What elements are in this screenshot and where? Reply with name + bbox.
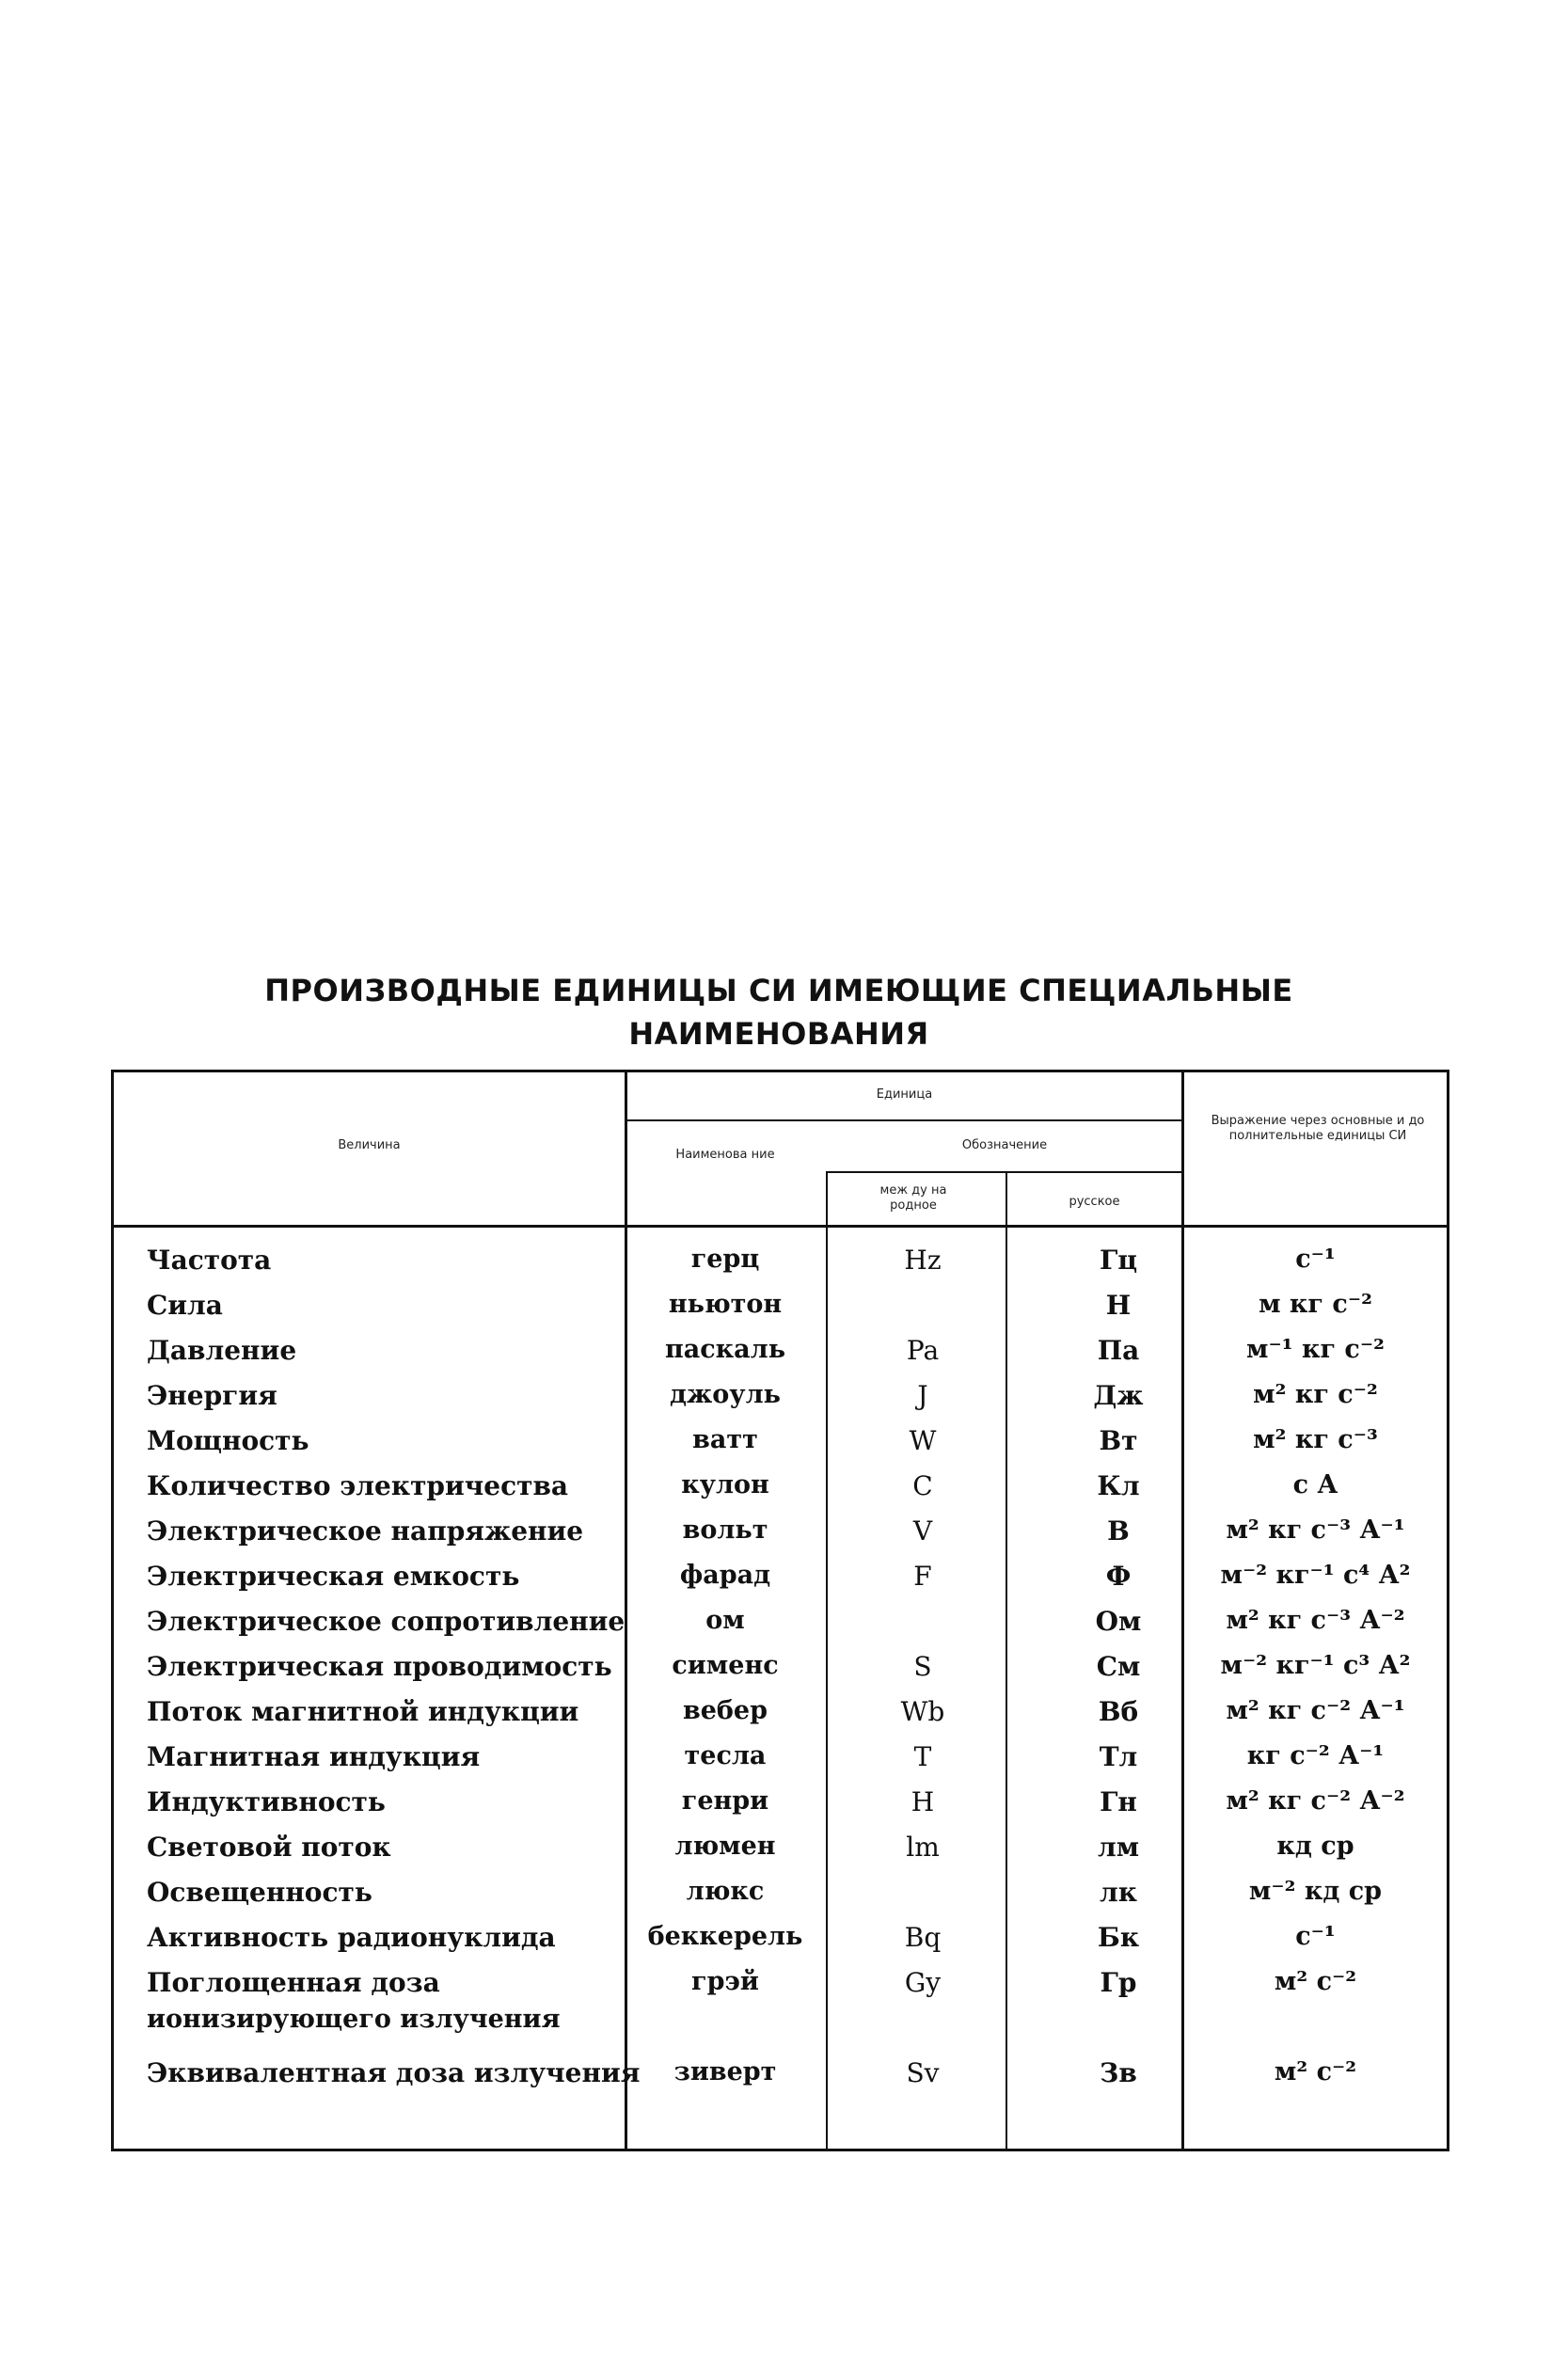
col-divider-2 <box>826 1171 828 2149</box>
intl-symbol: lm <box>906 1832 940 1863</box>
unit-name: грэй <box>691 1967 759 1996</box>
ru-symbol: Ом <box>1095 1606 1142 1637</box>
si-expression: м⁻² кг⁻¹ с³ А² <box>1220 1651 1411 1680</box>
unit-name: генри <box>681 1786 769 1816</box>
header-bottom-rule <box>114 1225 1447 1228</box>
quantity-name: Давление <box>147 1335 297 1366</box>
header-international: меж ду на родное <box>879 1183 947 1213</box>
si-expression: м⁻¹ кг с⁻² <box>1246 1335 1385 1364</box>
intl-symbol: J <box>917 1380 928 1411</box>
unit-name: тесла <box>684 1741 767 1770</box>
si-expression: с⁻¹ <box>1295 1922 1336 1951</box>
ru-symbol: Гр <box>1100 1967 1137 1998</box>
intl-symbol: Hz <box>904 1245 942 1276</box>
si-expression: м кг с⁻² <box>1259 1290 1372 1319</box>
quantity-name: Электрическое сопротивление <box>147 1606 626 1637</box>
si-expression: м² с⁻² <box>1274 1967 1357 1996</box>
header-unit-name: Наименова ние <box>675 1148 775 1162</box>
quantity-name: Сила <box>147 1290 223 1321</box>
ru-symbol: Вб <box>1098 1696 1139 1727</box>
quantity-name: Световой поток <box>147 1832 391 1863</box>
unit-name: фарад <box>679 1561 771 1590</box>
quantity-name: Эквивалентная доза излучения <box>147 2057 641 2088</box>
header-quantity: Величина <box>338 1138 401 1152</box>
ru-symbol: Па <box>1097 1335 1140 1366</box>
intl-symbol: F <box>913 1561 932 1592</box>
ru-symbol: Дж <box>1093 1380 1144 1411</box>
si-expression: м² кг с⁻³ <box>1253 1425 1378 1454</box>
intl-symbol: Gy <box>904 1967 942 1998</box>
intl-symbol: S <box>913 1651 932 1682</box>
ru-symbol: Гц <box>1099 1245 1138 1276</box>
si-expression: кд ср <box>1276 1832 1354 1861</box>
quantity-name: Электрическое напряжение <box>147 1515 584 1547</box>
si-expression: м² с⁻² <box>1274 2057 1357 2086</box>
unit-name: вебер <box>682 1696 768 1725</box>
quantity-name: Активность радионуклида <box>147 1922 556 1953</box>
si-expression: с⁻¹ <box>1295 1245 1336 1274</box>
si-expression: м² кг с⁻³ А⁻¹ <box>1226 1515 1405 1545</box>
quantity-name: Частота <box>147 1245 272 1276</box>
si-expression: м² кг с⁻³ А⁻² <box>1226 1606 1405 1635</box>
intl-symbol: V <box>912 1515 933 1547</box>
ru-symbol: лк <box>1100 1877 1137 1908</box>
si-expression: м² кг с⁻² <box>1253 1380 1378 1409</box>
header-russian: русское <box>1069 1195 1120 1209</box>
intl-symbol: C <box>912 1470 933 1501</box>
quantity-name: Количество электричества <box>147 1470 569 1501</box>
quantity-name: Электрическая проводимость <box>147 1651 612 1682</box>
table-title <box>111 969 1447 1055</box>
ru-symbol: Зв <box>1100 2057 1137 2088</box>
si-expression: с А <box>1292 1470 1338 1499</box>
ru-symbol: Вт <box>1099 1425 1138 1456</box>
intl-symbol: T <box>913 1741 932 1772</box>
intl-symbol: Wb <box>900 1696 945 1727</box>
si-expression: кг с⁻² А⁻¹ <box>1246 1741 1385 1770</box>
units-table <box>111 1070 1449 2151</box>
quantity-name: Магнитная индукция <box>147 1741 481 1772</box>
quantity-name: Поток магнитной индукции <box>147 1696 579 1727</box>
title-line-2: НАИМЕНОВАНИЯ <box>628 1016 929 1052</box>
intl-symbol: Bq <box>904 1922 942 1953</box>
unit-name: вольт <box>682 1515 768 1545</box>
unit-name: зиверт <box>673 2057 777 2086</box>
ru-symbol: Кл <box>1097 1470 1140 1501</box>
header-expression: Выражение через основные и до полнительные единицы СИ <box>1211 1114 1425 1143</box>
header-designation: Обозначение <box>961 1138 1048 1152</box>
ru-symbol: Гн <box>1100 1786 1137 1817</box>
intl-symbol: W <box>909 1425 937 1456</box>
unit-name: ватт <box>692 1425 758 1454</box>
intl-symbol: H <box>911 1786 935 1817</box>
quantity-name: Энергия <box>147 1380 277 1411</box>
header-rule-1 <box>625 1119 1183 1121</box>
unit-name: ньютон <box>668 1290 783 1319</box>
quantity-name: Электрическая емкость <box>147 1561 520 1592</box>
unit-name: паскаль <box>664 1335 786 1364</box>
ru-symbol: Бк <box>1097 1922 1140 1953</box>
title-line-1: ПРОИЗВОДНЫЕ ЕДИНИЦЫ СИ ИМЕЮЩИЕ СПЕЦИАЛЬНЫЕ <box>264 973 1293 1008</box>
quantity-name-continued: ионизирующего излучения <box>147 2005 561 2034</box>
unit-name: сименс <box>672 1651 779 1680</box>
quantity-name: Освещенность <box>147 1877 372 1908</box>
unit-name: кулон <box>681 1470 769 1499</box>
quantity-name: Поглощенная доза <box>147 1967 440 1998</box>
ru-symbol: Н <box>1105 1290 1132 1321</box>
si-expression: м² кг с⁻² А⁻² <box>1226 1786 1405 1816</box>
quantity-name: Индуктивность <box>147 1786 386 1817</box>
unit-name: джоуль <box>670 1380 781 1409</box>
header-unit: Единица <box>876 1087 933 1102</box>
ru-symbol: Тл <box>1099 1741 1138 1772</box>
si-expression: м⁻² кг⁻¹ с⁴ А² <box>1220 1561 1411 1590</box>
unit-name: герц <box>690 1245 760 1274</box>
unit-name: ом <box>705 1606 745 1635</box>
unit-name: люкс <box>686 1877 765 1906</box>
ru-symbol: Ф <box>1105 1561 1132 1592</box>
unit-name: беккерель <box>647 1922 803 1951</box>
si-expression: м⁻² кд ср <box>1248 1877 1383 1906</box>
intl-symbol: Pa <box>906 1335 940 1366</box>
quantity-name: Мощность <box>147 1425 309 1456</box>
header-rule-2 <box>826 1171 1183 1173</box>
ru-symbol: лм <box>1097 1832 1140 1863</box>
unit-name: люмен <box>674 1832 776 1861</box>
intl-symbol: Sv <box>906 2057 940 2088</box>
si-expression: м² кг с⁻² А⁻¹ <box>1226 1696 1405 1725</box>
ru-symbol: В <box>1107 1515 1130 1547</box>
ru-symbol: См <box>1096 1651 1141 1682</box>
